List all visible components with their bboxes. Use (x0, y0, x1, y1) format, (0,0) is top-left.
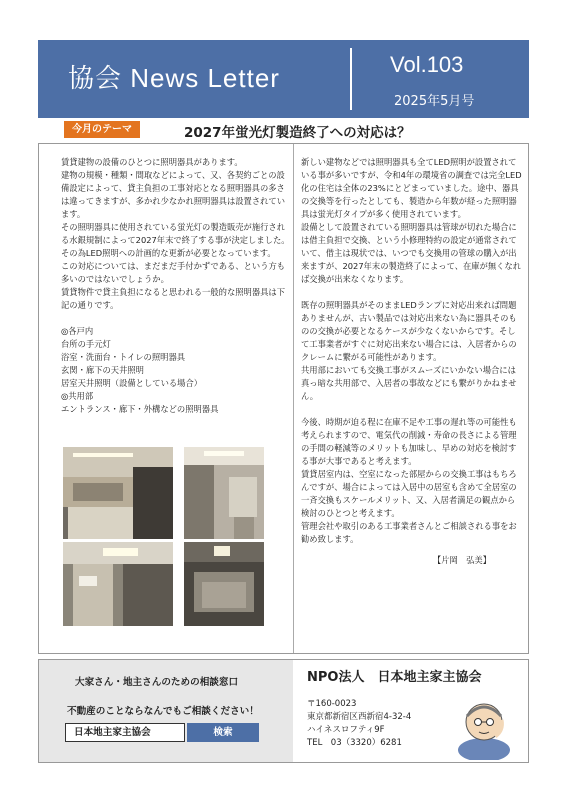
org-name: NPO法人 日本地主家主協会 (307, 670, 482, 685)
consult-title: 大家さん・地主さんのための相談窓口 (75, 677, 239, 688)
bathroom-photo (184, 447, 264, 539)
kitchen-photo (63, 447, 173, 539)
fixture-list: ◎各戸内 台所の手元灯 浴室・洗面台・トイレの照明器具 玄関・廊下の天井照明 居室天井照明（設備としている場合） ◎共用部 エントランス・廊下・外構などの照明器具 (61, 326, 219, 414)
mascot-illustration (449, 690, 519, 760)
theme-row (64, 121, 504, 141)
hallway-photo (63, 542, 173, 626)
theme-badge: 今月のテーマ (64, 121, 140, 138)
address-block (307, 698, 411, 750)
article-paragraph: 新しい建物などでは照明器具も全てLED照明が設置されている事が多いですが、令和4年の環境省の調査では完全LED化の住宅は全体の23%にとどまっていました。途中、器具の交換等を行ったとしても、製造から年数が経った照明器具は蛍光灯タイプが多く使用されています。 設備として設置されている照明器具は管球が切れた場合には借主負担で交換、という小修理特約の設定が通常されていて、借主は現状では、いつでも交換用の管球の購入が出来ますが、2027年末の製造終了によって、在庫が無くなれば交換が出来なくなります。 (301, 157, 522, 284)
phone-number: TEL 03（3320）6281 (307, 738, 402, 748)
footer (38, 659, 529, 763)
postal-code: 〒160-0023 (307, 699, 357, 709)
consult-subtitle: 不動産のことならなんでもご相談ください！ (67, 706, 259, 717)
newsletter-header (38, 40, 529, 118)
volume-number: Vol.103 (390, 52, 464, 77)
column-divider (293, 144, 294, 653)
right-column (301, 156, 523, 567)
organization-info (307, 660, 527, 762)
consultation-panel (39, 660, 293, 762)
address-line: ハイネスロフティ9F (307, 725, 385, 735)
author-signature: 【片岡 弘美】 (432, 555, 491, 565)
header-divider (350, 48, 352, 110)
address-line: 東京都新宿区西新宿4-32-4 (307, 712, 412, 722)
article-paragraph: 今後、時期が迫る程に在庫不足や工事の遅れ等の可能性も考えられますので、電気代の削減・寿命の長さによる管理の手間の軽減等のメリットも加味し、早めの対応を検討する事が大事であると考えます。 賃貸居室内は、空室になった部屋からの交換工事はもちろんですが、場合によっては入居中の居室も含めて全居室の一斉交換もスケールメリット、又、入居者満足の観点から検討のひとつと考えます。 管理会社や取引のある工事業者さんとご相談される事をお勧め致します。 (301, 417, 517, 544)
newsletter-title: 協会 News Letter (68, 63, 280, 93)
search-button[interactable]: 検索 (187, 723, 259, 742)
bath-room-photo (184, 542, 264, 626)
search-input[interactable]: 日本地主家主協会 (65, 723, 185, 742)
left-column (61, 156, 291, 416)
article-body (38, 143, 529, 654)
theme-title: 2027年蛍光灯製造終了への対応は？ (184, 125, 411, 141)
issue-date: 2025年5月号 (394, 94, 475, 109)
article-paragraph: 賃貸建物の設備のひとつに照明器具があります。 建物の規模・種類・間取などによって、又、各契約ごとの設備設定によって、貸主負担の工事対応となる照明器具の多さは違ってきますが、多かれ少なかれ照明器具は設置されています。 その照明器具に使用されている蛍光灯の製造販売が施行される水銀規制によって2027年末で終了する事が決定しました。その為LED照明への計画的な更新が必要となっています。 この対応については、まだまだ手付かずである、という方も多いのではないでしょうか。 賃貸物件で貸主負担になると思われる一般的な照明器具は下記の通りです。 (61, 157, 290, 310)
article-paragraph: 既存の照明器具がそのままLEDランプに対応出来れば問題ありませんが、古い製品では対応出来ない為に器具そのものの交換が必要となるケースが少なくないからです。そして工事業者がすぐに対応出来ない場合には、入居者からのクレームに繋がる可能性があります。 共用部においても交換工事がスムーズにいかない場合には真っ暗な共用部で、入居者の事故などにも繋がりかねません。 (301, 300, 517, 401)
